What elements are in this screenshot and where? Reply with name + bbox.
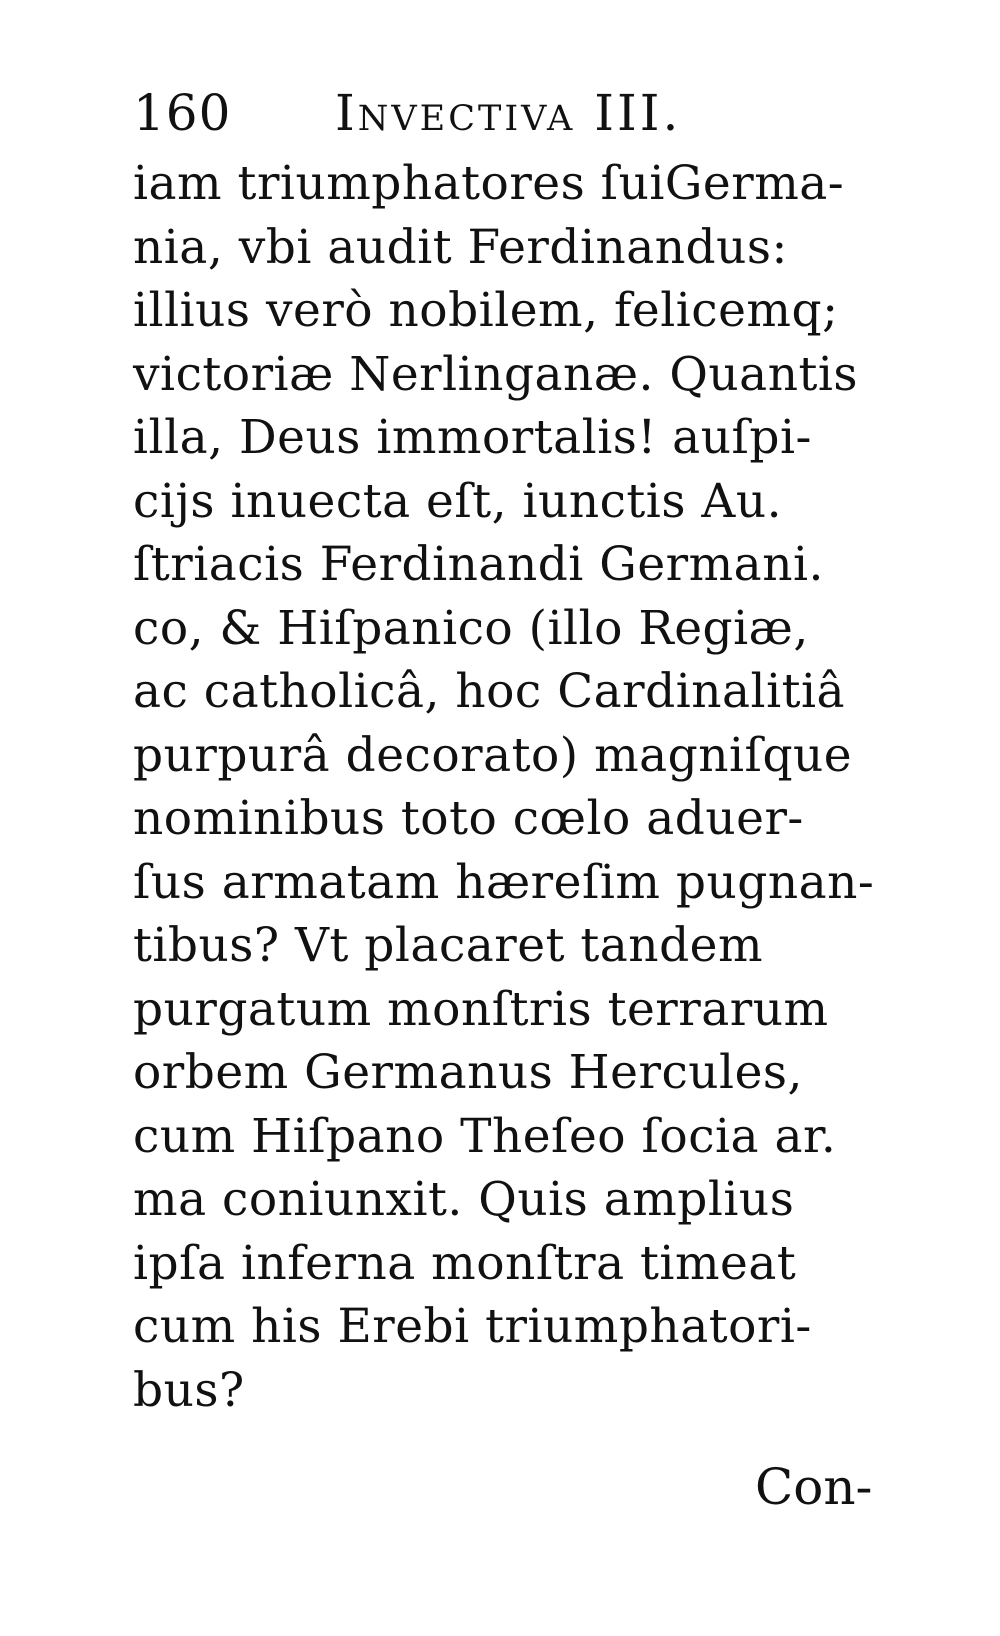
body-text [133,152,893,1422]
text-line: ac catholicâ, hoc Cardinalitiâ [133,664,846,719]
text-line: ſus armatam hæreſim pugnan- [133,854,875,910]
text-line: victoriæ Nerlinganæ. Quantis [133,346,859,402]
text-line: cijs inuecta eſt, iunctis Au. [133,473,783,529]
text-line: bus? [133,1362,245,1418]
text-line: purgatum monſtris terrarum [133,981,829,1037]
text-line: cum Hiſpano Theſeo ſocia ar. [133,1108,837,1164]
text-line: ſtriacis Ferdinandi Germani. [133,537,824,592]
text-line: ma coniunxit. Quis amplius [133,1172,795,1227]
text-line: purpurâ decorato) magniſque [133,727,853,783]
text-line: nominibus toto cœlo aduer- [133,791,804,846]
page-header [133,78,893,148]
text-line: illa, Deus immortalis! auſpi- [133,410,812,465]
page-number: 160 [133,84,232,142]
text-line: illius verò nobilem, felicemq; [133,283,839,338]
catchword: Con- [755,1458,873,1516]
text-line: cum his Erebi triumphatori- [133,1299,812,1354]
text-line: tibus? Vt placaret tandem [133,918,764,973]
text-line: nia, vbi audit Ferdinandus: [133,219,788,275]
text-line: iam triumphatores ſuiGerma- [133,156,845,211]
text-line: orbem Germanus Hercules, [133,1045,803,1100]
text-line: ipſa inferna monſtra timeat [133,1235,797,1291]
text-line: co, & Hiſpanico (illo Regiæ, [133,600,809,656]
running-head: Invectiva III. [335,84,682,142]
